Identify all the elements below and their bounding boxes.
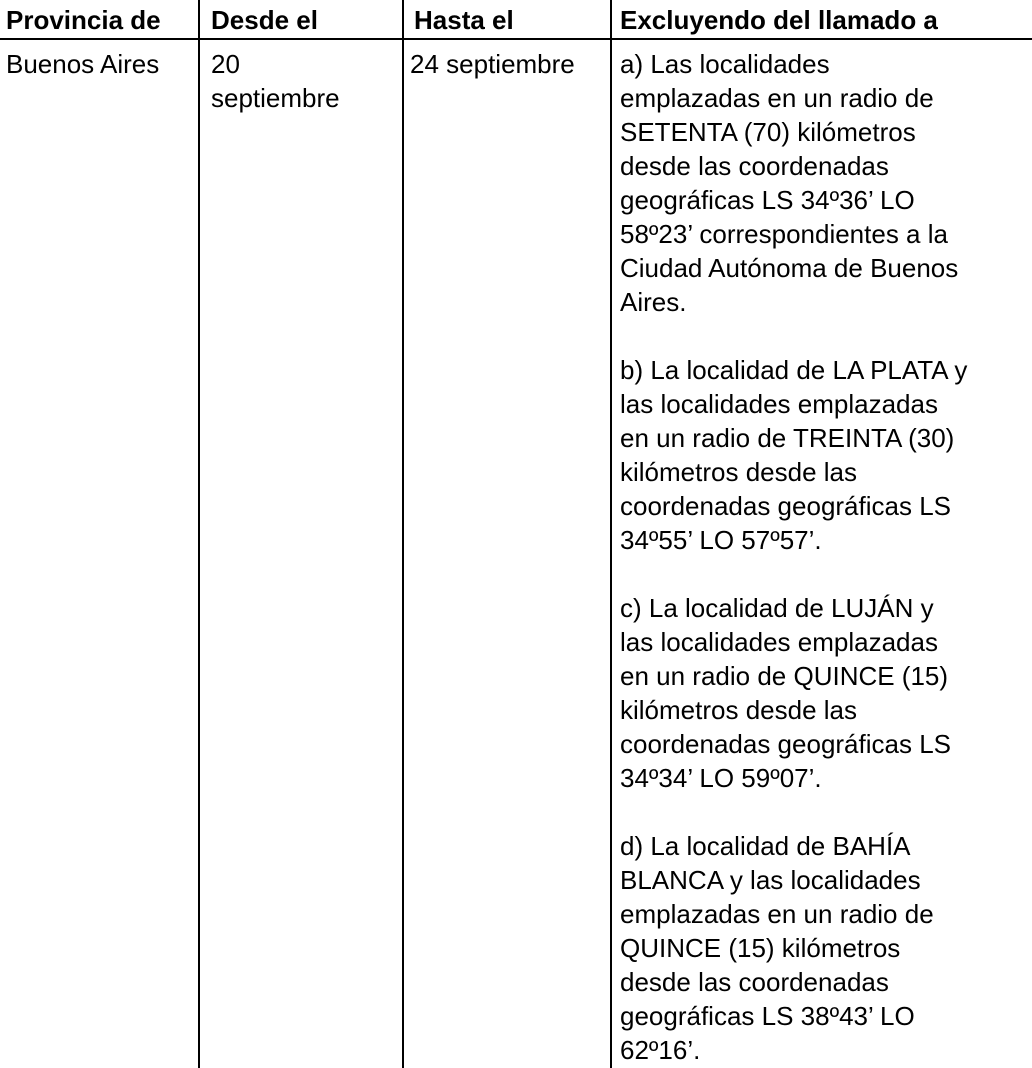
header-hasta: Hasta el: [414, 5, 514, 35]
column-divider: [198, 0, 200, 1068]
header-desde: Desde el: [211, 5, 318, 35]
column-divider: [402, 0, 404, 1068]
exclusion-paragraph-a: a) Las localidades emplazadas en un radio de SETENTA (70) kilómetros desde las coordenadas geográficas LS 34º36’ LO 58º23’ correspondientes a la Ciudad Autónoma de Buenos Aires.: [620, 49, 959, 317]
cell-from-month: septiembre: [211, 83, 340, 113]
column-divider: [610, 0, 612, 1068]
cell-province: Buenos Aires: [6, 49, 160, 79]
cell-to: 24 septiembre: [410, 49, 575, 79]
exclusion-paragraph-b: b) La localidad de LA PLATA y las localidades emplazadas en un radio de TREINTA (30) kilómetros desde las coordenadas geográficas LS 34º55’ LO 57º57’.: [620, 355, 968, 555]
header-excluyendo: Excluyendo del llamado a: [620, 5, 938, 35]
cell-from-day: 20: [211, 49, 240, 79]
exclusion-paragraph-c: c) La localidad de LUJÁN y las localidades emplazadas en un radio de QUINCE (15) kilómetros desde las coordenadas geográficas LS 34º34’ LO 59º07’.: [620, 593, 952, 793]
exclusion-paragraph-d: d) La localidad de BAHÍA BLANCA y las localidades emplazadas en un radio de QUINCE (15) kilómetros desde las coordenadas geográficas LS 38º43’ LO 62º16’.: [620, 831, 934, 1065]
header-provincia: Provincia de: [6, 5, 161, 35]
header-divider: [0, 38, 1032, 40]
